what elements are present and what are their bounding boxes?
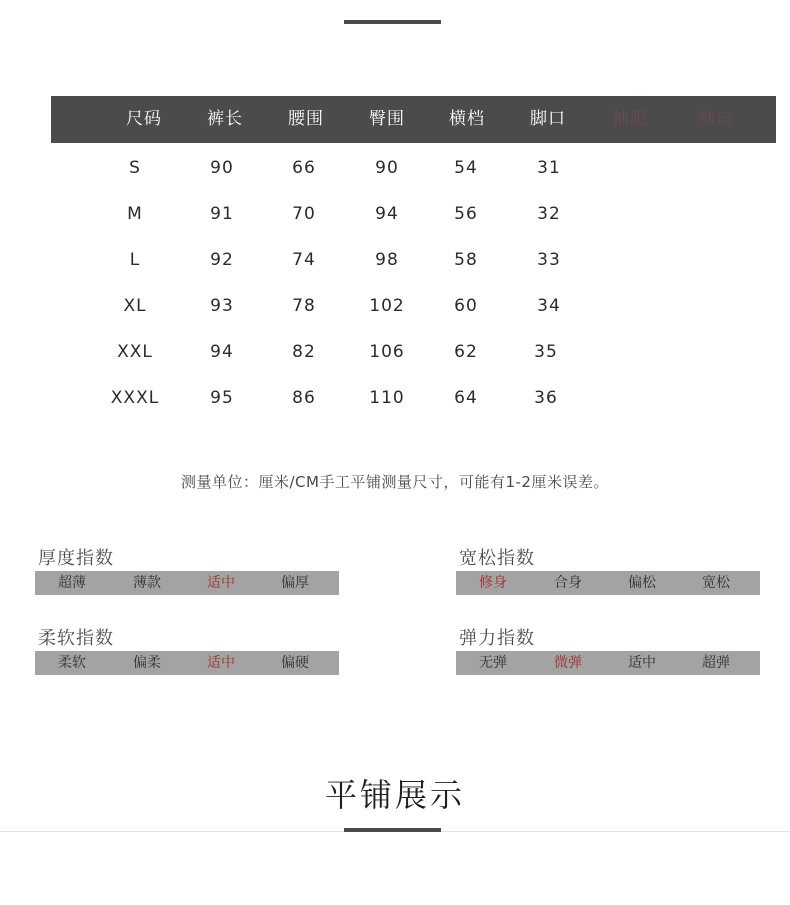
softness-index-bar bbox=[35, 651, 339, 675]
waist-cell: 66 bbox=[292, 158, 316, 178]
header-hip: 臀围 bbox=[369, 109, 405, 129]
thickness-option: 薄款 bbox=[133, 575, 161, 591]
leg-opening-cell: 33 bbox=[537, 250, 561, 270]
header-leg-opening: 脚口 bbox=[530, 109, 566, 129]
measurement-note: 测量单位：厘米/CM手工平铺测量尺寸，可能有1-2厘米误差。 bbox=[181, 473, 609, 491]
fit-option: 宽松 bbox=[702, 575, 730, 591]
elasticity-option: 无弹 bbox=[479, 655, 507, 671]
waist-cell: 78 bbox=[292, 296, 316, 316]
elasticity-option: 微弹 bbox=[554, 655, 582, 671]
crotch-cell: 56 bbox=[454, 204, 478, 224]
header-sleeve-width: 袖肥 bbox=[612, 109, 648, 129]
crotch-cell: 62 bbox=[454, 342, 478, 362]
header-cuff: 袖口 bbox=[698, 109, 734, 129]
size-cell: XXXL bbox=[110, 388, 160, 408]
leg-opening-cell: 35 bbox=[534, 342, 558, 362]
size-cell: S bbox=[129, 158, 141, 178]
crotch-cell: 60 bbox=[454, 296, 478, 316]
pants-length-cell: 91 bbox=[210, 204, 234, 224]
softness-option: 偏硬 bbox=[281, 655, 309, 671]
thickness-option: 偏厚 bbox=[281, 575, 309, 591]
size-cell: L bbox=[129, 250, 141, 270]
hip-cell: 90 bbox=[375, 158, 399, 178]
thickness-index-bar bbox=[35, 571, 339, 595]
header-waist: 腰围 bbox=[288, 109, 324, 129]
waist-cell: 70 bbox=[292, 204, 316, 224]
size-table-header bbox=[51, 96, 776, 143]
elasticity-option: 适中 bbox=[628, 655, 656, 671]
top-divider-bar bbox=[344, 20, 441, 24]
hip-cell: 110 bbox=[369, 388, 405, 408]
table-row bbox=[0, 337, 790, 367]
softness-option: 适中 bbox=[207, 655, 235, 671]
leg-opening-cell: 32 bbox=[537, 204, 561, 224]
section-title: 平铺展示 bbox=[324, 776, 465, 814]
elasticity-option: 超弹 bbox=[702, 655, 730, 671]
fit-option: 偏松 bbox=[628, 575, 656, 591]
size-cell: XXL bbox=[117, 342, 153, 362]
fit-index-title: 宽松指数 bbox=[459, 548, 535, 569]
thickness-option: 适中 bbox=[207, 575, 235, 591]
fit-option: 合身 bbox=[554, 575, 582, 591]
fit-index-bar bbox=[456, 571, 760, 595]
pants-length-cell: 92 bbox=[210, 250, 234, 270]
softness-option: 偏柔 bbox=[133, 655, 161, 671]
table-row bbox=[0, 199, 790, 229]
softness-index-title: 柔软指数 bbox=[38, 628, 114, 649]
pants-length-cell: 90 bbox=[210, 158, 234, 178]
bottom-divider-bar bbox=[344, 828, 441, 832]
leg-opening-cell: 36 bbox=[534, 388, 558, 408]
softness-option: 柔软 bbox=[58, 655, 86, 671]
table-row bbox=[0, 153, 790, 183]
fit-option: 修身 bbox=[479, 575, 507, 591]
leg-opening-cell: 34 bbox=[537, 296, 561, 316]
hip-cell: 98 bbox=[375, 250, 399, 270]
crotch-cell: 64 bbox=[454, 388, 478, 408]
table-row bbox=[0, 383, 790, 413]
pants-length-cell: 93 bbox=[210, 296, 234, 316]
waist-cell: 82 bbox=[292, 342, 316, 362]
leg-opening-cell: 31 bbox=[537, 158, 561, 178]
header-size: 尺码 bbox=[126, 109, 162, 129]
table-row bbox=[0, 291, 790, 321]
hip-cell: 94 bbox=[375, 204, 399, 224]
size-cell: XL bbox=[123, 296, 147, 316]
crotch-cell: 58 bbox=[454, 250, 478, 270]
pants-length-cell: 94 bbox=[210, 342, 234, 362]
pants-length-cell: 95 bbox=[210, 388, 234, 408]
elasticity-index-bar bbox=[456, 651, 760, 675]
table-row bbox=[0, 245, 790, 275]
waist-cell: 86 bbox=[292, 388, 316, 408]
hip-cell: 102 bbox=[369, 296, 405, 316]
hip-cell: 106 bbox=[369, 342, 405, 362]
size-cell: M bbox=[127, 204, 143, 224]
header-pants-length: 裤长 bbox=[207, 109, 243, 129]
thickness-index-title: 厚度指数 bbox=[38, 548, 114, 569]
waist-cell: 74 bbox=[292, 250, 316, 270]
crotch-cell: 54 bbox=[454, 158, 478, 178]
header-crotch: 横档 bbox=[449, 109, 485, 129]
elasticity-index-title: 弹力指数 bbox=[459, 628, 535, 649]
thickness-option: 超薄 bbox=[58, 575, 86, 591]
